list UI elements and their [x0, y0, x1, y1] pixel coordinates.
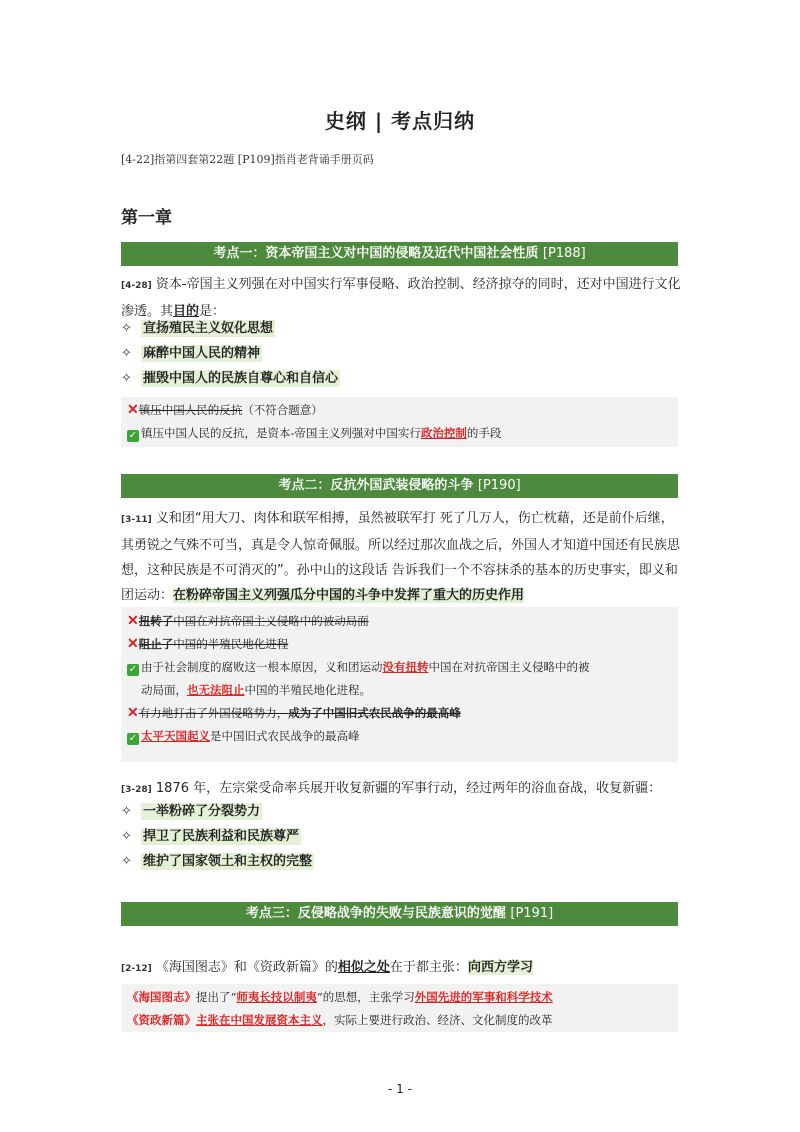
cross-icon: ✕ [127, 705, 139, 721]
correct-option-line [121, 422, 678, 445]
diamond-bullet-icon: ✧ [121, 829, 132, 844]
wrong-option-text: 有力地打击了外国侵略势力， [138, 706, 289, 720]
explanation-line [121, 1009, 678, 1032]
correct-text: 中国在对抗帝国主义侵略中的被 [428, 660, 590, 674]
section-2-paragraph-1 [121, 506, 681, 608]
explanation-text: ”的思想，主张学习 [316, 990, 415, 1004]
diamond-bullet-icon: ✧ [121, 321, 132, 336]
correct-text: 由于社会制度的腐败这一根本原因，义和团运动 [141, 660, 383, 674]
diamond-bullet-icon: ✧ [121, 804, 132, 819]
list-item-text: 摧毁中国人的民族自尊心和自信心 [143, 371, 339, 386]
wrong-option-note: （不符合题意） [242, 403, 323, 417]
correct-text: 是中国旧式农民战争的最高峰 [210, 729, 360, 743]
cross-icon: ✕ [127, 613, 139, 629]
question-tag: [3-11] [121, 515, 152, 525]
correct-text: 中国的半殖民地化进程。 [244, 683, 371, 697]
correct-option-line [121, 656, 678, 679]
wrong-option-text: 中国在对抗帝国主义侵略中的被动局面 [173, 614, 369, 628]
section-3-heading-bar [121, 902, 678, 926]
paragraph-text: 是： [199, 304, 226, 319]
section-2-page-ref: [P190] [477, 478, 521, 493]
wrong-option-line [121, 610, 678, 633]
wrong-option-line [121, 399, 678, 422]
highlighted-answer: 向西方学习 [467, 960, 533, 975]
list-item [121, 801, 262, 823]
explanation-text: ，实际上要进行政治、经济、文化制度的改革 [322, 1013, 553, 1027]
correct-option-line [121, 679, 678, 702]
reference-note: [4-22]指第四套第22题 [P109]指肖老背诵手册页码 [121, 153, 374, 166]
key-term: 外国先进的军事和科学技术 [414, 990, 553, 1004]
correct-text: 的手段 [466, 426, 502, 440]
paragraph-text: 资本-帝国主义列强在对中国实行军事侵略、政治控制、经济掠夺的同时，还对中国进行文化渗透。其 [121, 277, 681, 319]
book-title: 《海国图志》 [127, 990, 196, 1004]
chapter-heading: 第一章 [121, 208, 172, 228]
section-1-paragraph [121, 272, 681, 324]
wrong-keyword: 成为了中国旧式农民战争的最高峰 [288, 706, 461, 720]
check-icon: ✓ [128, 733, 138, 744]
page-number: - 1 - [388, 1082, 412, 1096]
paragraph-text: 1876 年，左宗棠受命率兵展开收复新疆的军事行动，经过两年的浴血奋战，收复新疆： [155, 781, 662, 796]
check-icon: ✓ [128, 430, 138, 441]
paragraph-text: 《海国图志》和《资政新篇》的 [155, 960, 338, 975]
book-title: 《资政新篇》 [127, 1013, 196, 1027]
key-term: 也无法阻止 [187, 683, 245, 697]
key-term: 没有扭转 [382, 660, 429, 674]
answer-analysis-box [121, 397, 678, 447]
list-item-text: 宣扬殖民主义奴化思想 [143, 321, 274, 336]
list-item [121, 368, 340, 390]
list-item-text: 维护了国家领土和主权的完整 [143, 854, 313, 869]
paragraph-text: 义和团“用大刀、肉体和联军相搏，虽然被联军打 死了几万人，伤亡枕藉，还是前仆后继，其勇锐之气殊不可当，真是令人惊奇佩服。所以经过那次血战之后，外国人才知道中国还有民族思想，这种民族是不可消灭的”。孙中山的这段话 告诉我们一个不容抹杀的基本的历史事实，即义和团运动： [121, 511, 681, 603]
wrong-option-text: 镇压中国人民的反抗 [138, 403, 243, 417]
check-icon: ✓ [128, 664, 138, 675]
section-3-heading: 考点三：反侵略战争的失败与民族意识的觉醒 [245, 906, 506, 921]
wrong-option-line [121, 633, 678, 656]
list-item [121, 318, 275, 340]
wrong-keyword: 阻止了 [138, 637, 174, 651]
question-tag: [2-12] [121, 964, 152, 974]
explanation-line [121, 986, 678, 1009]
list-item [121, 851, 314, 873]
section-2-paragraph-2 [121, 776, 681, 803]
emphasis-text: 目的 [173, 304, 200, 319]
list-item-text: 麻醉中国人民的精神 [143, 346, 261, 361]
correct-text: 动局面， [141, 683, 187, 697]
key-term: 主张在中国发展资本主义 [196, 1013, 323, 1027]
section-3-paragraph [121, 955, 681, 982]
list-item-text: 捍卫了民族利益和民族尊严 [143, 829, 300, 844]
key-term: 师夷长技以制夷 [236, 990, 317, 1004]
wrong-option-line [121, 702, 678, 725]
cross-icon: ✕ [127, 402, 139, 418]
correct-text: 镇压中国人民的反抗，是资本-帝国主义列强对中国实行 [141, 426, 421, 440]
list-item [121, 343, 262, 365]
section-1-page-ref: [P188] [542, 246, 586, 261]
list-item [121, 826, 301, 848]
section-1-heading: 考点一：资本帝国主义对中国的侵略及近代中国社会性质 [213, 246, 539, 261]
highlighted-answer: 在粉碎帝国主义列强瓜分中国的斗争中发挥了重大的历史作用 [173, 588, 525, 603]
section-3-page-ref: [P191] [510, 906, 554, 921]
wrong-keyword: 扭转了 [138, 614, 174, 628]
answer-analysis-box [121, 607, 678, 762]
section-2-heading-bar [121, 474, 678, 498]
question-tag: [4-28] [121, 281, 152, 291]
cross-icon: ✕ [127, 636, 139, 652]
explanation-text: 提出了“ [196, 990, 237, 1004]
diamond-bullet-icon: ✧ [121, 371, 132, 386]
key-term: 政治控制 [420, 426, 467, 440]
list-item-text: 一举粉碎了分裂势力 [143, 804, 261, 819]
diamond-bullet-icon: ✧ [121, 346, 132, 361]
paragraph-text: 在于都主张： [389, 960, 468, 975]
section-2-heading: 考点二：反抗外国武装侵略的斗争 [278, 478, 474, 493]
page-title: 史纲 | 考点归纳 [324, 109, 476, 133]
key-term: 太平天国起义 [141, 729, 210, 743]
emphasis-text: 相似之处 [337, 960, 390, 975]
answer-analysis-box [121, 984, 678, 1032]
diamond-bullet-icon: ✧ [121, 854, 132, 869]
correct-option-line [121, 725, 678, 748]
question-tag: [3-28] [121, 785, 152, 795]
wrong-option-text: 中国的半殖民地化进程 [173, 637, 289, 651]
section-1-heading-bar [121, 242, 678, 266]
